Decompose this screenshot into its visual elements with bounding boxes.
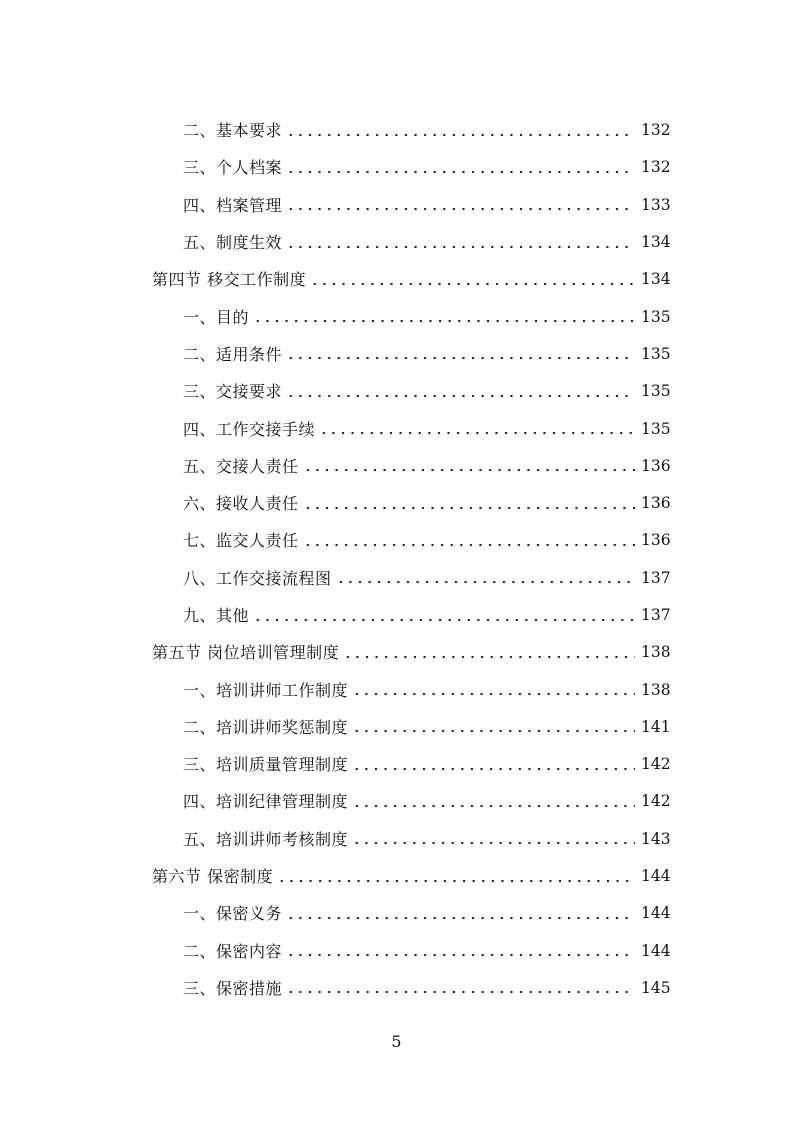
toc-entry[interactable] bbox=[0, 187, 793, 224]
toc-entry-page: 135 bbox=[641, 419, 671, 438]
toc-entry-page: 144 bbox=[641, 941, 671, 960]
toc-dot-leader bbox=[286, 910, 635, 926]
toc-dot-leader bbox=[253, 313, 635, 329]
toc-entry-title: 第六节 保密制度 bbox=[152, 867, 274, 887]
toc-entry-page: 136 bbox=[641, 531, 671, 550]
toc-entry-title: 八、工作交接流程图 bbox=[183, 568, 332, 588]
toc-entry-page: 136 bbox=[641, 494, 671, 513]
toc-dot-leader bbox=[352, 835, 635, 851]
toc-entry-page: 138 bbox=[641, 680, 671, 699]
toc-entry[interactable] bbox=[0, 149, 793, 186]
toc-entry-title: 二、适用条件 bbox=[183, 344, 283, 364]
toc-entry[interactable] bbox=[0, 783, 793, 820]
toc-entry[interactable] bbox=[0, 933, 793, 970]
toc-dot-leader bbox=[310, 276, 635, 292]
toc-entry-page: 135 bbox=[641, 307, 671, 326]
toc-entry-page: 136 bbox=[641, 456, 671, 475]
toc-dot-leader bbox=[286, 984, 635, 1000]
toc-entry-page: 143 bbox=[641, 829, 671, 848]
toc-dot-leader bbox=[253, 612, 635, 628]
toc-dot-leader bbox=[286, 947, 635, 963]
toc-dot-leader bbox=[277, 873, 635, 889]
toc-dot-leader bbox=[352, 798, 635, 814]
toc-entry-title: 四、档案管理 bbox=[183, 195, 283, 215]
toc-dot-leader bbox=[352, 723, 635, 739]
toc-entry-page: 145 bbox=[641, 978, 671, 997]
toc-entry-title: 一、目的 bbox=[183, 307, 250, 327]
toc-entry-page: 134 bbox=[641, 233, 671, 252]
toc-dot-leader bbox=[352, 761, 635, 777]
toc-entry-page: 132 bbox=[641, 158, 671, 177]
toc-dot-leader bbox=[319, 425, 635, 441]
toc-entry-page: 135 bbox=[641, 382, 671, 401]
toc-entry-title: 四、工作交接手续 bbox=[183, 419, 316, 439]
toc-entry[interactable] bbox=[0, 560, 793, 597]
toc-entry[interactable] bbox=[0, 485, 793, 522]
toc-dot-leader bbox=[336, 574, 635, 590]
toc-entry[interactable] bbox=[0, 746, 793, 783]
toc-dot-leader bbox=[303, 537, 635, 553]
toc-entry[interactable] bbox=[0, 895, 793, 932]
toc-entry-title: 二、培训讲师奖惩制度 bbox=[183, 717, 349, 737]
toc-entry-title: 五、培训讲师考核制度 bbox=[183, 829, 349, 849]
toc-dot-leader bbox=[286, 239, 635, 255]
toc-section-entry[interactable] bbox=[0, 261, 793, 298]
toc-entry-page: 134 bbox=[641, 270, 671, 289]
toc-entry-title: 三、培训质量管理制度 bbox=[183, 755, 349, 775]
toc-entry[interactable] bbox=[0, 522, 793, 559]
toc-entry[interactable] bbox=[0, 597, 793, 634]
toc-entry-title: 四、培训纪律管理制度 bbox=[183, 792, 349, 812]
toc-entry-page: 144 bbox=[641, 867, 671, 886]
toc-entry[interactable] bbox=[0, 410, 793, 447]
toc-dot-leader bbox=[352, 686, 635, 702]
toc-entry-title: 三、交接要求 bbox=[183, 382, 283, 402]
toc-dot-leader bbox=[303, 462, 635, 478]
toc-entry-title: 三、保密措施 bbox=[183, 978, 283, 998]
toc-entry[interactable] bbox=[0, 448, 793, 485]
toc-entry[interactable] bbox=[0, 970, 793, 1007]
toc-entry[interactable] bbox=[0, 373, 793, 410]
table-of-contents bbox=[0, 112, 793, 1007]
toc-entry[interactable] bbox=[0, 298, 793, 335]
toc-entry-title: 二、基本要求 bbox=[183, 121, 283, 141]
toc-entry-page: 138 bbox=[641, 643, 671, 662]
toc-dot-leader bbox=[303, 500, 635, 516]
toc-entry-page: 137 bbox=[641, 606, 671, 624]
toc-dot-leader bbox=[286, 127, 635, 143]
toc-dot-leader bbox=[286, 388, 635, 404]
toc-entry-title: 一、培训讲师工作制度 bbox=[183, 680, 349, 700]
toc-dot-leader bbox=[286, 164, 635, 180]
toc-entry[interactable] bbox=[0, 671, 793, 708]
toc-entry-page: 133 bbox=[641, 195, 671, 214]
toc-dot-leader bbox=[286, 201, 635, 217]
toc-entry-title: 六、接收人责任 bbox=[183, 494, 299, 514]
toc-entry-title: 五、交接人责任 bbox=[183, 456, 299, 476]
toc-entry[interactable] bbox=[0, 821, 793, 858]
toc-entry-title: 第五节 岗位培训管理制度 bbox=[152, 643, 340, 663]
toc-entry-title: 五、制度生效 bbox=[183, 233, 283, 253]
toc-section-entry[interactable] bbox=[0, 858, 793, 895]
toc-entry-page: 141 bbox=[641, 717, 671, 736]
toc-entry-page: 132 bbox=[641, 121, 671, 140]
toc-entry-page: 135 bbox=[641, 344, 671, 363]
toc-section-entry[interactable] bbox=[0, 634, 793, 671]
toc-dot-leader bbox=[343, 649, 635, 665]
toc-entry-page: 142 bbox=[641, 792, 671, 811]
toc-entry-title: 第四节 移交工作制度 bbox=[152, 270, 307, 290]
page-number: 5 bbox=[391, 1032, 402, 1051]
toc-dot-leader bbox=[286, 350, 635, 366]
toc-entry[interactable] bbox=[0, 224, 793, 261]
toc-entry[interactable] bbox=[0, 336, 793, 373]
toc-entry-title: 二、保密内容 bbox=[183, 941, 283, 961]
toc-entry-title: 七、监交人责任 bbox=[183, 531, 299, 551]
toc-entry-page: 142 bbox=[641, 755, 671, 774]
toc-entry-page: 137 bbox=[641, 568, 671, 587]
toc-entry-title: 九、其他 bbox=[183, 606, 250, 625]
toc-entry-title: 三、个人档案 bbox=[183, 158, 283, 178]
toc-entry-title: 一、保密义务 bbox=[183, 904, 283, 924]
toc-entry[interactable] bbox=[0, 709, 793, 746]
toc-entry[interactable] bbox=[0, 112, 793, 149]
toc-entry-page: 144 bbox=[641, 904, 671, 923]
